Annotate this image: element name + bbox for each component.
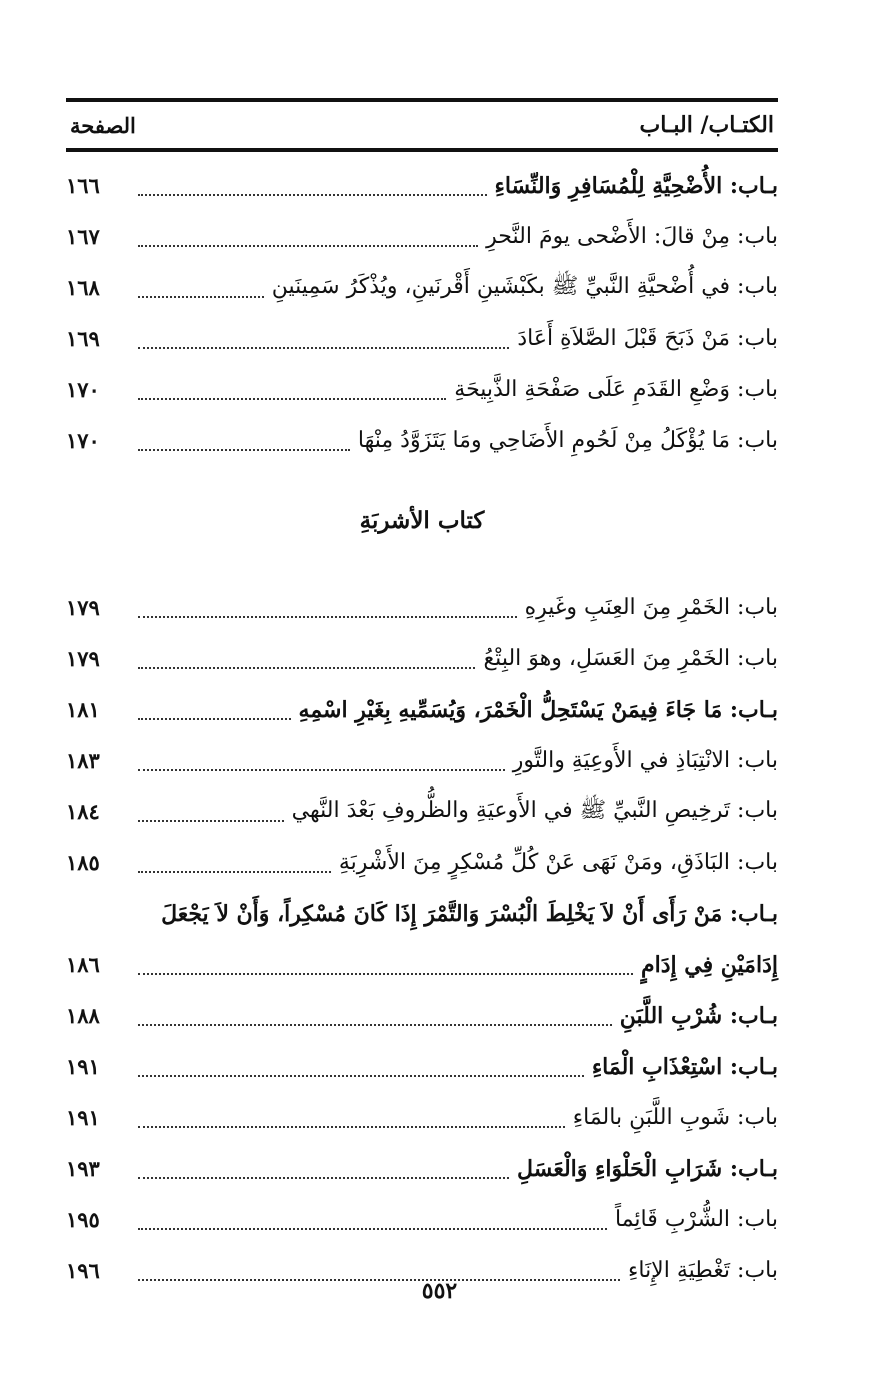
toc-entry: باب: شَوبِ اللَّبَنِ بالمَاءِ — [572, 1105, 778, 1130]
toc-page-number: ١٩٦ — [66, 1258, 100, 1283]
toc-entry: باب: تَرخِيصِ النَّبيِّ ﷺ في الأَوعيَةِ والظُّروفِ بَعْدَ النَّهي — [291, 797, 778, 823]
toc-page-number: ١٧٠ — [66, 428, 100, 453]
toc-row — [66, 684, 778, 735]
leader-dots — [138, 973, 633, 975]
toc-row — [66, 1143, 778, 1194]
toc-page-number: ١٨٦ — [66, 952, 100, 977]
toc-page-number: ١٨٨ — [66, 1003, 100, 1028]
toc-entry: باب: في أُضْحيَّةِ النَّبيِّ ﷺ بكَبْشَينِ أَقْرنَينِ، ويُذْكَرُ سَمِينَينِ — [271, 273, 778, 299]
toc-page-number: ١٨٣ — [66, 748, 100, 773]
toc-row — [66, 211, 778, 262]
toc-row — [66, 1194, 778, 1245]
toc-header — [66, 98, 778, 152]
leader-dots — [138, 296, 264, 298]
section-title: كتاب الأشربَةِ — [359, 506, 485, 534]
toc-row — [66, 633, 778, 684]
toc-page-number: ١٧٩ — [66, 595, 100, 620]
leader-dots — [138, 616, 517, 618]
toc-entry: بـاب: شُرْبِ اللَّبَنِ — [619, 1002, 778, 1029]
leader-dots — [138, 194, 487, 196]
page-number: ٥٥٢ — [421, 1278, 458, 1304]
leader-dots — [138, 1126, 565, 1128]
toc-row — [66, 888, 778, 939]
header-page-label: الصفحة — [70, 112, 136, 138]
leader-dots — [138, 769, 505, 771]
leader-dots — [138, 1024, 612, 1026]
leader-dots — [138, 718, 291, 720]
toc-entry: إِدَامَيْنِ فِي إِدَامٍ — [640, 951, 778, 978]
leader-dots — [138, 1228, 607, 1230]
toc-entry: بـاب: اسْتِعْذَابِ الْمَاءِ — [591, 1053, 778, 1080]
toc-row — [66, 837, 778, 888]
header-title: الكتـاب/ البـاب — [639, 112, 774, 138]
leader-dots — [138, 1075, 584, 1077]
leader-dots — [138, 667, 475, 669]
leader-dots — [138, 820, 284, 822]
toc-entry: بـاب: شَرَابِ الْحَلْوَاءِ وَالْعَسَلِ — [517, 1155, 778, 1182]
leader-dots — [138, 449, 350, 451]
toc-row — [66, 262, 778, 313]
toc-page-number: ١٩٥ — [66, 1207, 100, 1232]
toc-page-number: ١٨٤ — [66, 799, 100, 824]
leader-dots — [138, 871, 331, 873]
toc-entry: باب: الخَمْرِ مِنَ العِنَبِ وغَيرِهِ — [524, 595, 778, 620]
leader-dots — [138, 398, 446, 400]
toc-page — [66, 98, 778, 1296]
toc-row — [66, 160, 778, 211]
toc-row — [66, 364, 778, 415]
toc-page-number: ١٩٣ — [66, 1156, 100, 1181]
toc-row — [66, 990, 778, 1041]
toc-entry: باب: وَضْعِ القَدَمِ عَلَى صَفْحَةِ الذَّبِيحَةِ — [454, 377, 778, 402]
toc-row — [66, 582, 778, 633]
toc-page-number: ١٩١ — [66, 1105, 100, 1130]
toc-row — [66, 313, 778, 364]
toc-entry: باب: مِنْ قالَ: الأَضْحى يومَ النَّحرِ — [486, 224, 778, 249]
toc-page-number: ١٨٥ — [66, 850, 100, 875]
toc-page-number: ١٦٩ — [66, 326, 100, 351]
toc-entry: باب: الانْتِبَاذِ في الأَوعِيَةِ والتَّورِ — [512, 748, 778, 773]
toc-page-number: ١٦٧ — [66, 224, 100, 249]
toc-row — [66, 415, 778, 466]
toc-page-number: ١٧٩ — [66, 646, 100, 671]
toc-entry: بـاب: الأُضْحِيَّةِ لِلْمُسَافِرِ وَالنِّسَاءِ — [494, 172, 778, 199]
toc-entry: باب: مَنْ ذَبَحَ قَبْلَ الصَّلاَةِ أَعَادَ — [517, 326, 778, 351]
toc-row — [66, 1092, 778, 1143]
leader-dots — [138, 1177, 509, 1179]
toc-list-section-2 — [66, 582, 778, 1296]
toc-entry: بـاب: مَنْ رَأَى أَنْ لاَ يَخْلِطَ الْبُسْرَ وَالتَّمْرَ إِذَا كَانَ مُسْكِراً، وَأَنْ لاَ يَجْعَلَ — [161, 900, 778, 927]
toc-row — [66, 735, 778, 786]
toc-page-number: ١٨١ — [66, 697, 100, 722]
toc-page-number: ١٩١ — [66, 1054, 100, 1079]
toc-row — [66, 786, 778, 837]
toc-entry: باب: مَا يُؤْكَلُ مِنْ لَحُومِ الأَضَاحِي ومَا يَتَزَوَّدُ مِنْهَا — [357, 428, 778, 453]
leader-dots — [138, 245, 478, 247]
toc-entry: بـاب: مَا جَاءَ فِيمَنْ يَسْتَحِلُّ الْخَمْرَ، وَيُسَمِّيهِ بِغَيْرِ اسْمِهِ — [298, 696, 778, 723]
toc-page-number: ١٧٠ — [66, 377, 100, 402]
toc-page-number: ١٦٦ — [66, 173, 100, 198]
toc-row — [66, 939, 778, 990]
toc-entry: باب: البَاذَقِ، ومَنْ نَهَى عَنْ كُلِّ مُسْكِرٍ مِنَ الأَشْرِبَةِ — [338, 850, 778, 875]
leader-dots — [138, 347, 509, 349]
toc-list-section-1 — [66, 160, 778, 466]
toc-entry: باب: الخَمْرِ مِنَ العَسَلِ، وهوَ البِتْعُ — [483, 646, 778, 671]
toc-row — [66, 1041, 778, 1092]
toc-entry: باب: الشُّرْبِ قَائِماً — [615, 1207, 778, 1232]
toc-entry: باب: تَغْطِيَةِ الإِنَاءِ — [628, 1258, 778, 1283]
toc-page-number: ١٦٨ — [66, 275, 100, 300]
